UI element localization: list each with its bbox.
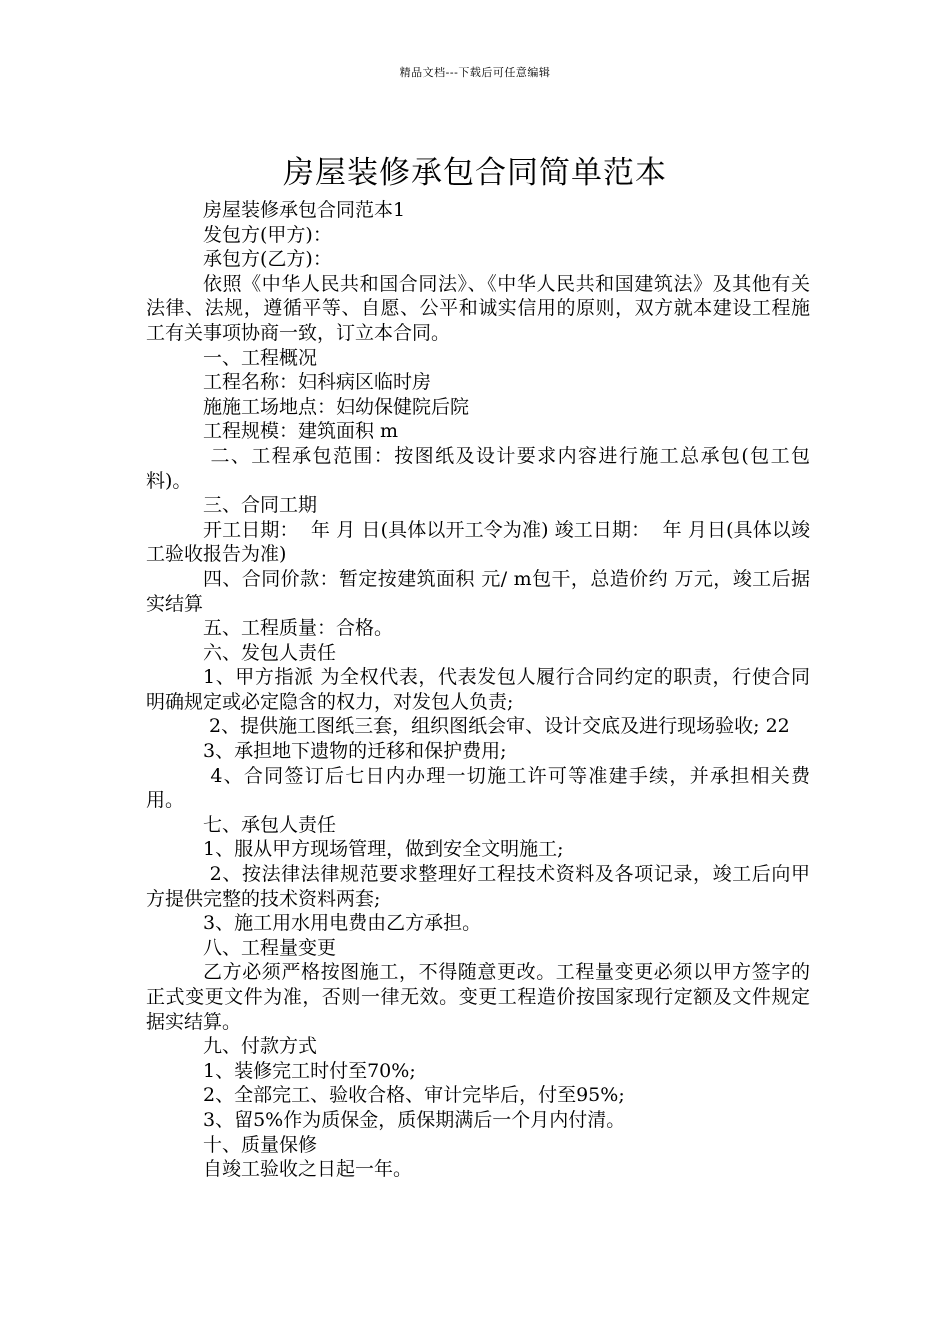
paragraph: 2、提供施工图纸三套，组织图纸会审、设计交底及进行现场验收; 22 xyxy=(203,715,790,738)
paragraph: 3、留5%作为质保金，质保期满后一个月内付清。 xyxy=(203,1108,626,1131)
paragraph: 乙方必须严格按图施工，不得随意更改。工程量变更必须以甲方签字的正式变更文件为准，否则一律无效。变更工程造价按国家现行定额及文件规定据实结算。 xyxy=(146,961,810,1033)
paragraph-party-b: 承包方(乙方)： xyxy=(203,248,332,271)
paragraph: 工程名称：妇科病区临时房 xyxy=(203,371,432,394)
paragraph: 1、服从甲方现场管理，做到安全文明施工; xyxy=(203,838,564,861)
section-heading-1: 一、工程概况 xyxy=(203,346,318,369)
paragraph: 1、装修完工时付至70%; xyxy=(203,1059,416,1082)
section-heading-9: 九、付款方式 xyxy=(203,1035,318,1058)
paragraph-preamble: 依照《中华人民共和国合同法》、《中华人民共和国建筑法》及其他有关法律、法规，遵循平等、自愿、公平和诚实信用的原则，双方就本建设工程施工有关事项协商一致，订立本合同。 xyxy=(146,272,810,344)
paragraph: 3、承担地下遗物的迁移和保护费用; xyxy=(203,740,507,763)
paragraph: 施施工场地点：妇幼保健院后院 xyxy=(203,395,470,418)
paragraph-contract-heading: 房屋装修承包合同范本1 xyxy=(203,199,406,221)
paragraph: 4、合同签订后七日内办理一切施工许可等准建手续，并承担相关费用。 xyxy=(146,764,811,812)
section-heading-6: 六、发包人责任 xyxy=(203,641,337,664)
paragraph: 2、按法律法律规范要求整理好工程技术资料及各项记录，竣工后向甲方提供完整的技术资料两套; xyxy=(146,863,810,910)
paragraph: 自竣工验收之日起一年。 xyxy=(203,1158,413,1181)
section-heading-8: 八、工程量变更 xyxy=(203,936,337,959)
paragraph: 工程规模：建筑面积 m xyxy=(203,420,399,443)
paragraph: 3、施工用水用电费由乙方承担。 xyxy=(203,912,482,935)
document-title: 房屋装修承包合同简单范本 xyxy=(283,154,667,191)
section-heading-3: 三、合同工期 xyxy=(203,494,318,517)
header-note: 精品文档---下载后可任意编辑 xyxy=(399,66,551,79)
section-heading-4: 四、合同价款：暂定按建筑面积 元/ m包干，总造价约 万元，竣工后据实结算 xyxy=(146,567,810,615)
section-heading-10: 十、质量保修 xyxy=(203,1133,318,1156)
paragraph-party-a: 发包方(甲方)： xyxy=(203,223,332,246)
paragraph: 2、全部完工、验收合格、审计完毕后，付至95%; xyxy=(203,1084,625,1107)
section-heading-5: 五、工程质量：合格。 xyxy=(203,617,394,640)
document-body xyxy=(146,198,810,1182)
paragraph: 1、甲方指派 为全权代表，代表发包人履行合同约定的职责，行使合同明确规定或必定隐含的权力，对发包人负责; xyxy=(146,666,810,713)
paragraph: 开工日期： 年 月 日(具体以开工令为准) 竣工日期： 年 月日(具体以竣工验收报告为准) xyxy=(146,518,810,566)
section-heading-2: 二、工程承包范围：按图纸及设计要求内容进行施工总承包(包工包料)。 xyxy=(146,444,810,492)
section-heading-7: 七、承包人责任 xyxy=(203,813,337,836)
